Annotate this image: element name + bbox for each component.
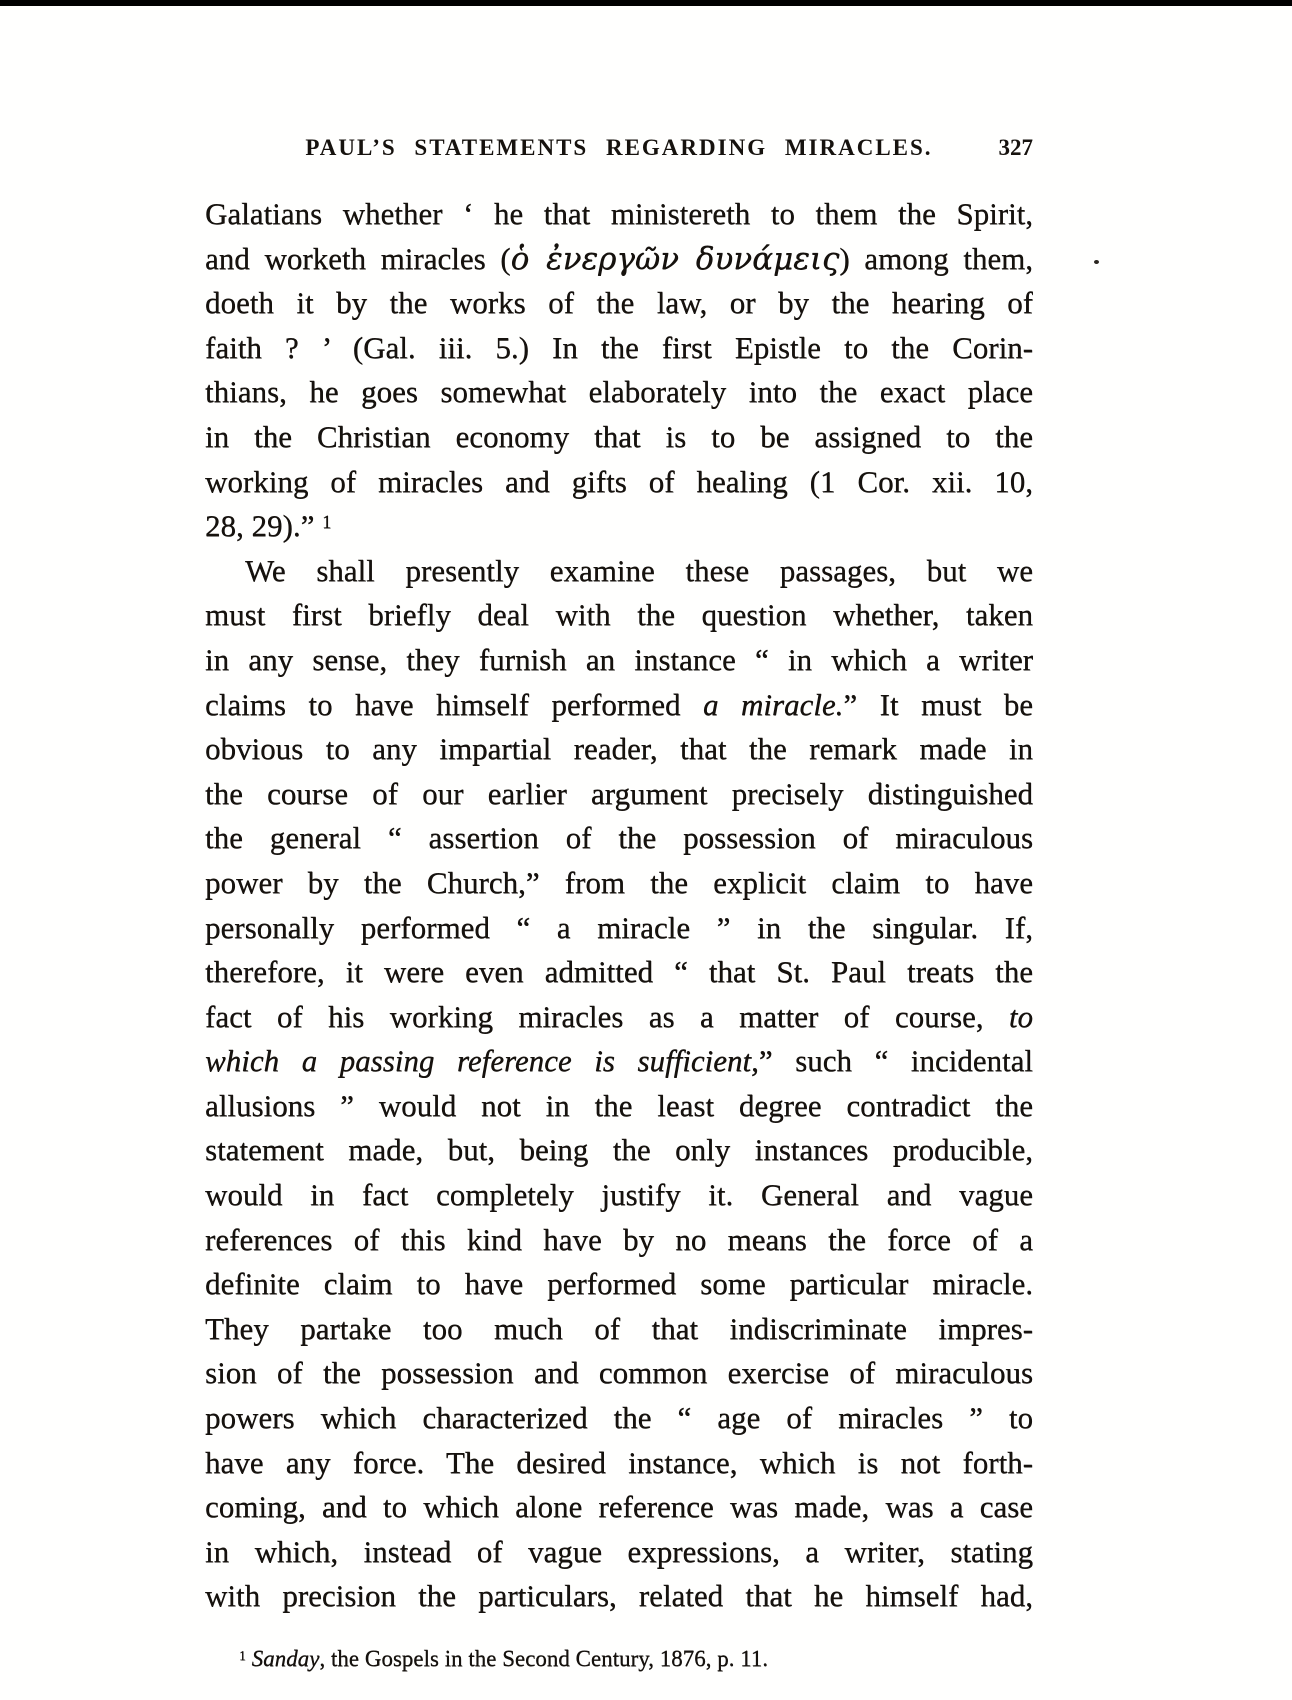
text-line	[205, 1173, 1033, 1218]
text-segment: ” such “ incidental	[758, 1043, 1033, 1079]
text-line	[205, 1307, 1033, 1352]
page-header	[205, 134, 1033, 162]
text-segment: Sanday	[251, 1646, 320, 1671]
text-line	[205, 638, 1033, 683]
text-segment: Galatians whether ‘ he that ministereth to them the Spirit,	[205, 196, 1033, 231]
text-line	[205, 192, 1033, 237]
page-number: 327	[998, 135, 1033, 160]
text-line	[205, 326, 1033, 371]
text-segment: coming, and to which alone reference was made, was a case	[205, 1489, 1033, 1525]
text-segment: personally performed “ a miracle ” in the singular. If,	[205, 909, 1033, 945]
text-line	[205, 460, 1033, 505]
text-line	[205, 1574, 1033, 1619]
text-line	[205, 950, 1033, 995]
text-segment: ὁ ἐνεργῶν δυνάμεις	[510, 240, 840, 277]
text-segment: powers which characterized the “ age of miracles ” to	[205, 1400, 1033, 1436]
footnote-line	[205, 1644, 1033, 1674]
text-line	[205, 1441, 1033, 1486]
text-line	[205, 415, 1033, 460]
footnote-marker: 1	[322, 511, 332, 533]
text-segment: must first briefly deal with the question whether, taken	[205, 597, 1033, 633]
text-segment: with precision the particulars, related that he himself had,	[205, 1578, 1033, 1614]
text-segment: which a passing reference is sufficient,	[205, 1043, 759, 1079]
text-segment: claims to have himself performed	[205, 686, 703, 722]
text-line	[205, 1351, 1033, 1396]
text-line	[205, 1396, 1033, 1441]
text-line	[205, 861, 1033, 906]
text-line	[205, 281, 1033, 326]
text-line	[205, 1039, 1033, 1084]
text-segment: , the Gospels in the Second Century, 1876, p. 11.	[319, 1646, 769, 1671]
text-line	[205, 683, 1033, 728]
text-segment: ) among them,	[839, 240, 1033, 276]
text-segment: sion of the possession and common exercise of miraculous	[205, 1355, 1033, 1391]
text-segment: ” It must be	[843, 686, 1033, 722]
text-line	[205, 593, 1033, 638]
text-segment: fact of his working miracles as a matter of course,	[205, 998, 1009, 1034]
text-segment: They partake too much of that indiscriminate impres-	[205, 1310, 1033, 1346]
text-segment: We shall presently examine these passages, but we	[245, 552, 1033, 588]
text-segment: would in fact completely justify it. General and vague	[205, 1177, 1033, 1213]
text-segment: working of miracles and gifts of healing (1 Cor. xii. 10,	[205, 463, 1033, 499]
text-segment: references of this kind have by no means the force of a	[205, 1221, 1033, 1257]
text-segment: in which, instead of vague expressions, a writer, stating	[205, 1533, 1033, 1569]
text-segment: thians, he goes somewhat elaborately into the exact place	[205, 374, 1033, 410]
text-segment: in the Christian economy that is to be assigned to the	[205, 418, 1033, 454]
footnote	[205, 1644, 1033, 1674]
text-segment: to	[1008, 998, 1033, 1034]
text-segment: the general “ assertion of the possession of miraculous	[205, 820, 1033, 856]
text-segment: and worketh miracles (	[205, 240, 511, 276]
text-line	[205, 816, 1033, 861]
text-line	[205, 549, 1033, 594]
text-line	[205, 1262, 1033, 1307]
text-line	[205, 1485, 1033, 1530]
text-segment: a miracle.	[702, 686, 844, 722]
text-segment: have any force. The desired instance, which is not forth-	[205, 1444, 1033, 1480]
text-line	[205, 370, 1033, 415]
text-line	[205, 906, 1033, 951]
text-line	[205, 1218, 1033, 1263]
scan-speck	[1094, 260, 1099, 264]
body-text	[205, 192, 1033, 1619]
text-segment: the course of our earlier argument precisely distinguished	[205, 775, 1033, 811]
text-segment: faith ? ’ (Gal. iii. 5.) In the first Epistle to the Corin-	[205, 329, 1033, 365]
text-segment: definite claim to have performed some particular miracle.	[205, 1266, 1033, 1302]
text-segment: doeth it by the works of the law, or by the hearing of	[205, 285, 1033, 321]
scan-edge-artifact	[0, 0, 1292, 6]
text-line	[205, 995, 1033, 1040]
running-title: PAUL’S STATEMENTS REGARDING MIRACLES.	[305, 135, 933, 160]
text-line	[205, 727, 1033, 772]
text-line	[205, 1084, 1033, 1129]
text-line	[205, 237, 1033, 282]
footnote-marker: 1	[239, 1647, 246, 1663]
text-segment: obvious to any impartial reader, that the remark made in	[205, 731, 1033, 767]
text-segment: allusions ” would not in the least degree contradict the	[205, 1087, 1033, 1123]
text-line	[205, 772, 1033, 817]
text-segment: 28, 29).”	[205, 508, 323, 544]
text-segment: therefore, it were even admitted “ that St. Paul treats the	[205, 954, 1033, 990]
text-segment: power by the Church,” from the explicit claim to have	[205, 864, 1033, 900]
text-segment: statement made, but, being the only instances producible,	[205, 1132, 1033, 1168]
text-line	[205, 1128, 1033, 1173]
text-segment: in any sense, they furnish an instance “ in which a writer	[205, 641, 1033, 677]
text-line	[205, 1530, 1033, 1575]
text-line	[205, 504, 1033, 549]
